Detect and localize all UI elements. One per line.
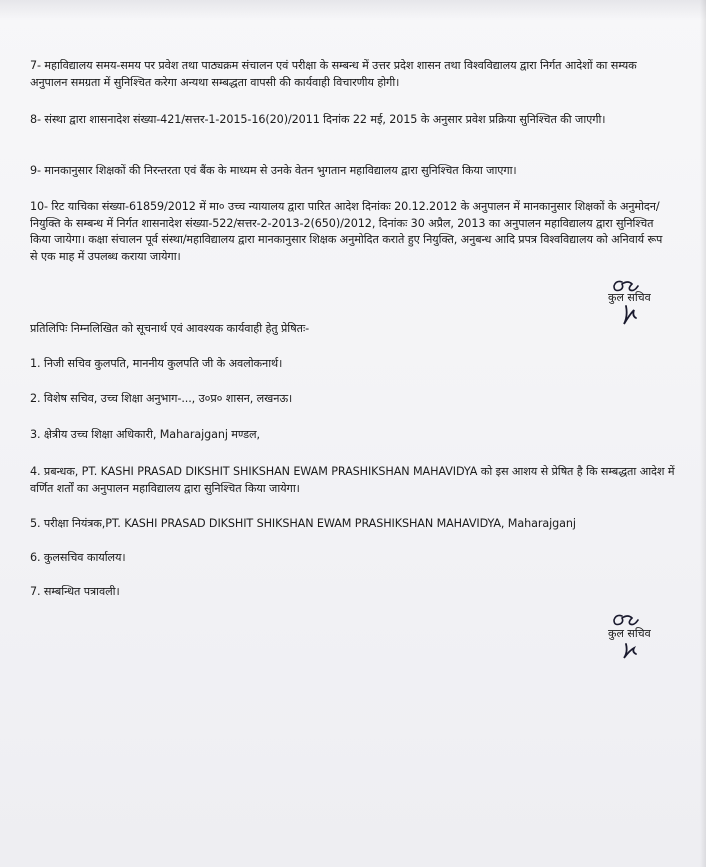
registrar-title: कुल सचिव: [608, 627, 651, 640]
copy-heading: प्रतिलिपिः निम्नलिखित को सूचनार्थ एवं आवश्यक कार्यवाही हेतु प्रेषितः-: [30, 322, 310, 335]
copy-item-7: 7. सम्बन्धित पत्रावली।: [30, 585, 120, 598]
paper-fold-shadow: [0, 0, 706, 20]
registrar-signature-bottom: [604, 604, 674, 664]
copy-item-1: 1. निजी सचिव कुलपति, माननीय कुलपति जी के अवलोकनार्थ।: [30, 357, 283, 370]
clause-9: 9- मानकानुसार शिक्षकों की निरन्तरता एवं बैंक के माध्यम से उनके वेतन भुगतान महाविद्यालय द्वारा सुनिश्चित किया जाएगा।: [30, 164, 517, 177]
copy-item-2: 2. विशेष सचिव, उच्च शिक्षा अनुभाग-..., उ०प्र० शासन, लखनऊ।: [30, 392, 293, 405]
clause-10: 10- रिट याचिका संख्या-61859/2012 में मा० उच्च न्यायालय द्वारा पारित आदेश दिनांकः 20.12.2012 के अनुपालन में मानकानुसार शिक्षकों के अनुमोदन/नियुक्ति के सम्बन्ध में निर्गत शासनादेश संख्या-522/सत्तर-2-2013-2(650)/2012, दिनांकः 30 अप्रैल, 2013 का अनुपालन महाविद्यालय द्वारा सुनिश्चित किया जायेगा। कक्षा संचालन पूर्व संस्था/महाविद्यालय द्वारा मानकानुसार शिक्षक अनुमोदित कराते हुए नियुक्ति, अनुबन्ध आदि प्रपत्र विश्वविद्यालय को अनिवार्य रूप से एक माह में उपलब्ध कराया जायेगा।: [30, 200, 663, 263]
clause-7: 7- महाविद्यालय समय-समय पर प्रवेश तथा पाठ्यक्रम संचालन एवं परीक्षा के सम्बन्ध में उत्तर प्रदेश शासन तथा विश्वविद्यालय द्वारा निर्गत आदेशों का सम्यक अनुपालन समग्रता में सुनिश्चित करेगा अन्यथा सम्बद्धता वापसी की कार्यवाही विचारणीय होगी।: [30, 59, 637, 89]
copy-item-4: 4. प्रबन्धक, PT. KASHI PRASAD DIKSHIT SHIKSHAN EWAM PRASHIKSHAN MAHAVIDYA को इस आशय से प्रेषित है कि सम्बद्धता आदेश में वर्णित शर्तों का अनुपालन महाविद्यालय द्वारा सुनिश्चित किया जायेगा।: [30, 465, 675, 495]
copy-item-3: 3. क्षेत्रीय उच्च शिक्षा अधिकारी, Maharajganj मण्डल,: [30, 428, 260, 441]
registrar-title: कुल सचिव: [608, 291, 651, 304]
copy-item-5: 5. परीक्षा नियंत्रक,PT. KASHI PRASAD DIKSHIT SHIKSHAN EWAM PRASHIKSHAN MAHAVIDYA, Maharajganj: [30, 517, 576, 530]
clause-8: 8- संस्था द्वारा शासनादेश संख्या-421/सत्तर-1-2015-16(20)/2011 दिनांक 22 मई, 2015 के अनुसार प्रवेश प्रक्रिया सुनिश्चित की जाएगी।: [30, 113, 606, 126]
paper-edge-shadow: [700, 0, 706, 867]
copy-item-6: 6. कुलसचिव कार्यालय।: [30, 551, 126, 564]
